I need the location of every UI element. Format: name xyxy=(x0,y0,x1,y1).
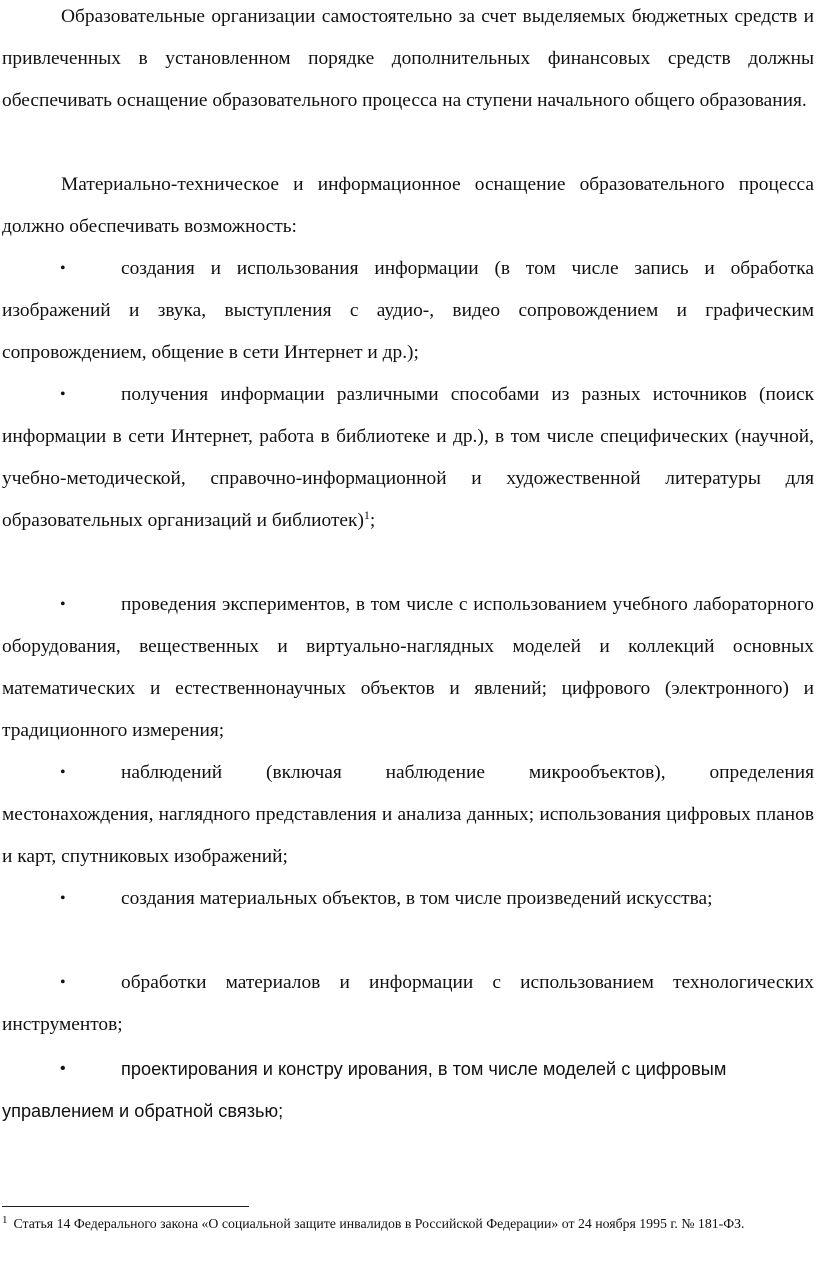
list-item-text: обработки материалов и информации с использованием технологических инструментов; xyxy=(2,972,814,1036)
list-item-text: получения информации различными способами из разных источников (поиск информации в сети Интернет, работа в библиотеке и др.), в том числе специфических (научной, учебно-методической, справочно-информационной и художественной литературы для образовательных организаций и библиотек) xyxy=(2,384,814,532)
list-item-text: проведения экспериментов, в том числе с использованием учебного лабораторного оборудования, вещественных и виртуально-наглядных моделей и коллекций основных математических и естественнонаучных объектов и явлений; цифрового (электронного) и традиционного измерения; xyxy=(2,594,814,742)
list-item-experiments xyxy=(2,584,814,752)
paragraph-equipment-intro: Материально-техническое и информационное оснащение образовательного процесса должно обеспечивать возможность: xyxy=(2,174,814,238)
bullet-icon: • xyxy=(60,386,66,403)
list-item-observations xyxy=(2,752,814,878)
list-item-text: создания материальных объектов, в том числе произведений искусства; xyxy=(121,888,713,909)
list-item-text: создания и использования информации (в том числе запись и обработка изображений и звука, выступления с аудио-, видео сопровождением и графическим сопровождением, общение в сети Интернет и др.); xyxy=(2,258,814,364)
list-item-information-creation xyxy=(2,248,814,374)
footnote-mark: 1 xyxy=(2,1214,8,1226)
bullet-icon: • xyxy=(60,1060,66,1077)
bullet-icon: • xyxy=(60,260,66,277)
bullet-icon: • xyxy=(60,596,66,613)
list-item-design xyxy=(2,1048,814,1132)
list-item-text-end: ; xyxy=(369,510,376,532)
bullet-icon: • xyxy=(60,764,66,781)
list-item-text: проектирования и констру ирования, в том числе моделей с цифровым управлением и обратной связью; xyxy=(2,1059,727,1122)
bullet-icon: • xyxy=(60,890,66,907)
footnote xyxy=(2,1214,814,1233)
bullet-icon: • xyxy=(60,974,66,991)
paragraph-funding: Образовательные организации самостоятельно за счет выделяемых бюджетных средств и привлеченных в установленном порядке дополнительных финансовых средств должны обеспечивать оснащение образовательного процесса на ступени начального общего образования. xyxy=(2,6,814,112)
footnote-text: Статья 14 Федерального закона «О социальной защите инвалидов в Российской Федерации» от 24 ноября 1995 г. № 181-ФЗ. xyxy=(13,1216,745,1231)
list-item-text: наблюдений (включая наблюдение микрообъектов), определения местонахождения, наглядного представления и анализа данных; использования цифровых планов и карт, спутниковых изображений; xyxy=(2,762,814,868)
list-item-information-retrieval xyxy=(2,374,814,542)
footnote-separator xyxy=(2,1206,249,1207)
list-item-processing xyxy=(2,962,814,1046)
footnote-reference[interactable]: 1 xyxy=(363,508,370,523)
list-item-material-objects xyxy=(2,878,814,920)
